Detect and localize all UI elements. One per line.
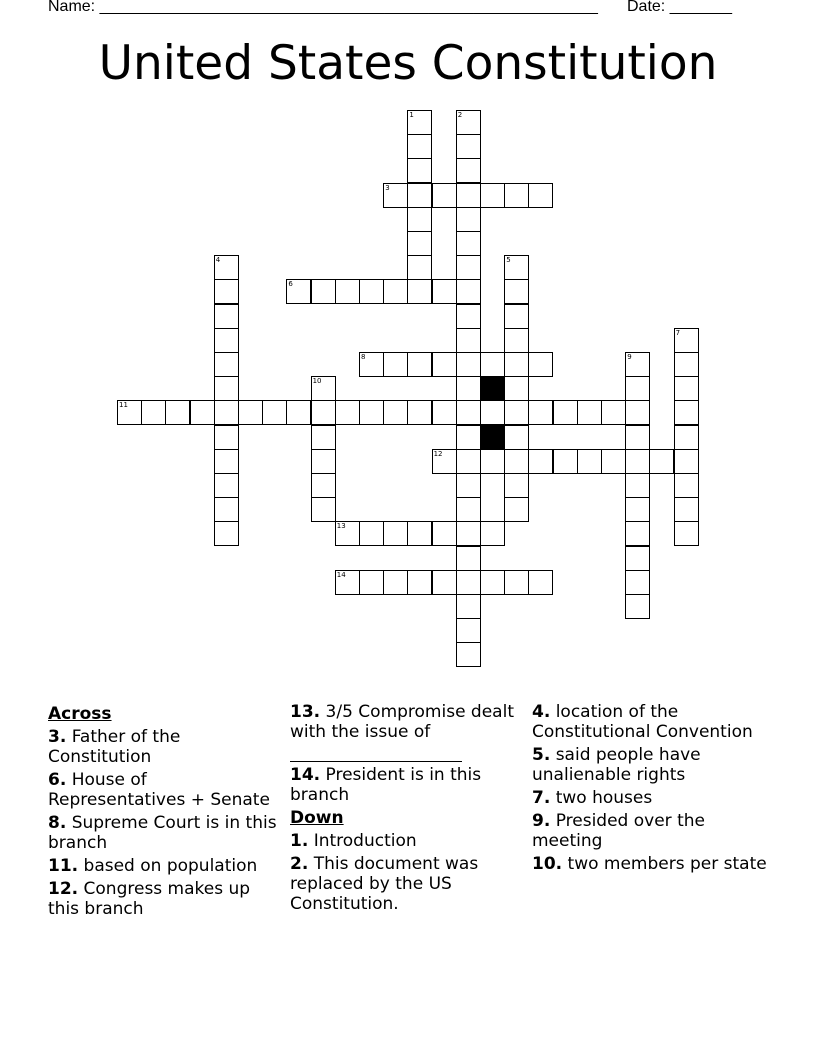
grid-cell[interactable] xyxy=(214,449,239,474)
clue-across-13 xyxy=(290,702,526,762)
grid-cell[interactable] xyxy=(432,279,457,304)
grid-cell[interactable] xyxy=(625,473,650,498)
grid-cell[interactable] xyxy=(456,110,481,135)
clue-number-label: 1 xyxy=(409,111,414,119)
grid-cell[interactable] xyxy=(407,207,432,232)
grid-cell[interactable] xyxy=(214,279,239,304)
clue-text: based on population xyxy=(78,856,258,876)
grid-cell[interactable] xyxy=(456,183,481,208)
grid-cell[interactable] xyxy=(383,400,408,425)
grid-cell[interactable] xyxy=(383,521,408,546)
clue-down-7 xyxy=(532,788,768,808)
grid-cell[interactable] xyxy=(504,376,529,401)
clue-text: said people have unalienable rights xyxy=(532,745,701,785)
grid-cell[interactable] xyxy=(407,279,432,304)
grid-cell[interactable] xyxy=(311,376,336,401)
grid-cell[interactable] xyxy=(504,328,529,353)
clue-across-14 xyxy=(290,765,526,805)
grid-cell[interactable] xyxy=(456,328,481,353)
grid-cell[interactable] xyxy=(577,400,602,425)
grid-cell[interactable] xyxy=(286,400,311,425)
clue-down-4 xyxy=(532,702,768,742)
grid-cell[interactable] xyxy=(456,376,481,401)
clue-text: Introduction xyxy=(308,831,417,851)
grid-cell[interactable] xyxy=(625,497,650,522)
grid-cell[interactable] xyxy=(480,449,505,474)
grid-cell[interactable] xyxy=(432,352,457,377)
clue-number: 2. xyxy=(290,854,309,874)
clue-down-2 xyxy=(290,854,526,914)
grid-cell[interactable] xyxy=(335,279,360,304)
grid-cell[interactable] xyxy=(407,158,432,183)
clue-text: two members per state xyxy=(562,854,767,874)
clue-number-label: 3 xyxy=(385,183,390,192)
down-heading: Down xyxy=(290,808,344,828)
page-title: United States Constitution xyxy=(98,36,718,91)
grid-cell[interactable] xyxy=(504,304,529,329)
grid-cell[interactable] xyxy=(456,449,481,474)
grid-cell[interactable] xyxy=(214,304,239,329)
grid-cell[interactable] xyxy=(359,570,384,595)
clue-text: 3/5 Compromise dealt with the issue of xyxy=(290,702,514,742)
clue-column-3 xyxy=(532,702,768,877)
black-cell xyxy=(480,376,505,401)
clue-text: Presided over the meeting xyxy=(532,811,705,851)
clue-down-1 xyxy=(290,831,526,851)
grid-cell[interactable] xyxy=(456,497,481,522)
clue-number: 14. xyxy=(290,765,321,785)
grid-cell[interactable] xyxy=(504,255,529,280)
clue-number: 5. xyxy=(532,745,551,765)
grid-cell[interactable] xyxy=(625,594,650,619)
clue-column-2 xyxy=(290,702,526,917)
grid-cell[interactable] xyxy=(456,473,481,498)
black-cell xyxy=(480,425,505,450)
clue-number: 3. xyxy=(48,727,67,747)
grid-cell[interactable] xyxy=(456,618,481,643)
grid-cell[interactable] xyxy=(456,546,481,571)
grid-cell[interactable] xyxy=(480,521,505,546)
grid-cell[interactable] xyxy=(625,425,650,450)
grid-cell[interactable] xyxy=(625,400,650,425)
grid-cell[interactable] xyxy=(456,570,481,595)
grid-cell[interactable] xyxy=(674,521,699,546)
clue-number: 8. xyxy=(48,813,67,833)
grid-cell[interactable] xyxy=(674,497,699,522)
clue-across-12 xyxy=(48,879,284,919)
clue-column-1 xyxy=(48,702,284,922)
grid-cell[interactable] xyxy=(214,328,239,353)
clue-number-label: 9 xyxy=(627,353,632,361)
grid-cell[interactable] xyxy=(407,352,432,377)
grid-cell[interactable] xyxy=(141,400,166,425)
grid-cell[interactable] xyxy=(335,521,360,546)
grid-cell[interactable] xyxy=(456,400,481,425)
grid-cell[interactable] xyxy=(504,425,529,450)
clue-number-label: 12 xyxy=(433,449,443,458)
grid-cell[interactable] xyxy=(311,449,336,474)
grid-cell[interactable] xyxy=(432,521,457,546)
grid-cell[interactable] xyxy=(674,449,699,474)
clue-text: location of the Constitutional Convention xyxy=(532,702,753,742)
clue-number: 9. xyxy=(532,811,551,831)
grid-cell[interactable] xyxy=(456,255,481,280)
grid-cell[interactable] xyxy=(311,497,336,522)
grid-cell[interactable] xyxy=(504,183,529,208)
grid-cell[interactable] xyxy=(553,449,578,474)
grid-cell[interactable] xyxy=(311,473,336,498)
grid-cell[interactable] xyxy=(504,400,529,425)
clue-across-8 xyxy=(48,813,284,853)
clue-number: 1. xyxy=(290,831,309,851)
grid-cell[interactable] xyxy=(456,425,481,450)
grid-cell[interactable] xyxy=(359,521,384,546)
grid-cell[interactable] xyxy=(480,570,505,595)
clue-number-label: 10 xyxy=(312,377,322,386)
grid-cell[interactable] xyxy=(504,352,529,377)
grid-cell[interactable] xyxy=(335,400,360,425)
clue-number: 7. xyxy=(532,788,551,808)
grid-cell[interactable] xyxy=(407,231,432,256)
grid-cell[interactable] xyxy=(528,352,553,377)
grid-cell[interactable] xyxy=(407,110,432,135)
clue-across-3 xyxy=(48,727,284,767)
clue-number-label: 2 xyxy=(457,111,463,119)
clue-number: 10. xyxy=(532,854,563,874)
grid-cell[interactable] xyxy=(504,570,529,595)
answer-blank xyxy=(290,743,462,762)
clue-number: 13. xyxy=(290,702,321,722)
grid-cell[interactable] xyxy=(674,328,699,353)
grid-cell[interactable] xyxy=(165,400,190,425)
grid-cell[interactable] xyxy=(456,594,481,619)
grid-cell[interactable] xyxy=(625,352,650,377)
grid-cell[interactable] xyxy=(625,449,650,474)
clue-down-10 xyxy=(532,854,768,874)
grid-cell[interactable] xyxy=(456,304,481,329)
grid-cell[interactable] xyxy=(456,642,481,667)
date-line[interactable]: _______ xyxy=(669,0,732,15)
grid-cell[interactable] xyxy=(649,449,674,474)
grid-cell[interactable] xyxy=(407,134,432,159)
grid-cell[interactable] xyxy=(674,400,699,425)
grid-cell[interactable] xyxy=(674,473,699,498)
grid-cell[interactable] xyxy=(674,352,699,377)
grid-cell[interactable] xyxy=(504,497,529,522)
clue-text: Father of the Constitution xyxy=(48,727,181,767)
grid-cell[interactable] xyxy=(456,134,481,159)
grid-cell[interactable] xyxy=(286,279,311,304)
grid-cell[interactable] xyxy=(190,400,215,425)
clue-number: 6. xyxy=(48,770,67,790)
clue-down-9 xyxy=(532,811,768,851)
grid-cell[interactable] xyxy=(359,279,384,304)
grid-cell[interactable] xyxy=(214,400,239,425)
grid-cell[interactable] xyxy=(528,570,553,595)
clue-number-label: 6 xyxy=(288,280,293,289)
grid-cell[interactable] xyxy=(577,449,602,474)
grid-cell[interactable] xyxy=(335,570,360,595)
date-label: Date: xyxy=(627,0,670,15)
grid-cell[interactable] xyxy=(383,279,408,304)
grid-cell[interactable] xyxy=(432,570,457,595)
grid-cell[interactable] xyxy=(407,255,432,280)
clue-number: 12. xyxy=(48,879,79,899)
clue-number-label: 13 xyxy=(336,522,346,531)
grid-cell[interactable] xyxy=(407,521,432,546)
grid-cell[interactable] xyxy=(311,425,336,450)
grid-cell[interactable] xyxy=(407,183,432,208)
grid-cell[interactable] xyxy=(528,400,553,425)
clue-number: 11. xyxy=(48,856,79,876)
grid-cell[interactable] xyxy=(383,570,408,595)
grid-cell[interactable] xyxy=(625,376,650,401)
clue-text: Congress makes up this branch xyxy=(48,879,251,919)
grid-cell[interactable] xyxy=(117,400,142,425)
grid-cell[interactable] xyxy=(528,449,553,474)
clue-text: House of Representatives + Senate xyxy=(48,770,270,810)
grid-cell[interactable] xyxy=(311,279,336,304)
clue-text: President is in this branch xyxy=(290,765,482,805)
grid-cell[interactable] xyxy=(480,400,505,425)
across-heading: Across xyxy=(48,704,112,724)
grid-cell[interactable] xyxy=(311,400,336,425)
grid-cell[interactable] xyxy=(383,183,408,208)
grid-cell[interactable] xyxy=(504,449,529,474)
grid-cell[interactable] xyxy=(456,231,481,256)
clue-number-label: 5 xyxy=(506,256,511,265)
grid-cell[interactable] xyxy=(553,400,578,425)
grid-cell[interactable] xyxy=(674,376,699,401)
clue-number-label: 4 xyxy=(215,256,221,265)
grid-cell[interactable] xyxy=(456,279,481,304)
grid-cell[interactable] xyxy=(625,521,650,546)
grid-cell[interactable] xyxy=(432,449,457,474)
clue-down-5 xyxy=(532,745,768,785)
grid-cell[interactable] xyxy=(214,376,239,401)
grid-cell[interactable] xyxy=(383,352,408,377)
clue-number-label: 14 xyxy=(336,570,346,579)
grid-cell[interactable] xyxy=(214,497,239,522)
grid-cell[interactable] xyxy=(214,352,239,377)
grid-cell[interactable] xyxy=(456,207,481,232)
name-label: Name: xyxy=(48,0,100,15)
grid-cell[interactable] xyxy=(480,352,505,377)
grid-cell[interactable] xyxy=(504,279,529,304)
clue-across-6 xyxy=(48,770,284,810)
grid-cell[interactable] xyxy=(625,570,650,595)
grid-cell[interactable] xyxy=(625,546,650,571)
grid-cell[interactable] xyxy=(432,183,457,208)
grid-cell[interactable] xyxy=(601,400,626,425)
clue-text: two houses xyxy=(550,788,653,808)
grid-cell[interactable] xyxy=(359,352,384,377)
grid-cell[interactable] xyxy=(214,425,239,450)
grid-cell[interactable] xyxy=(214,473,239,498)
grid-cell[interactable] xyxy=(238,400,263,425)
grid-cell[interactable] xyxy=(674,425,699,450)
grid-cell[interactable] xyxy=(480,183,505,208)
grid-cell[interactable] xyxy=(456,352,481,377)
clue-text: This document was replaced by the US Constitution. xyxy=(290,854,479,914)
grid-cell[interactable] xyxy=(407,400,432,425)
clue-across-11 xyxy=(48,856,284,876)
grid-cell[interactable] xyxy=(601,449,626,474)
grid-cell[interactable] xyxy=(262,400,287,425)
grid-cell[interactable] xyxy=(407,570,432,595)
grid-cell[interactable] xyxy=(359,400,384,425)
grid-cell[interactable] xyxy=(528,183,553,208)
clue-number-label: 7 xyxy=(675,328,681,337)
grid-cell[interactable] xyxy=(432,400,457,425)
grid-cell[interactable] xyxy=(456,158,481,183)
clue-number: 4. xyxy=(532,702,551,722)
grid-cell[interactable] xyxy=(504,473,529,498)
clue-number-label: 8 xyxy=(361,353,366,361)
clue-number-label: 11 xyxy=(119,401,128,410)
clue-text: Supreme Court is in this branch xyxy=(48,813,277,853)
grid-cell[interactable] xyxy=(456,521,481,546)
grid-cell[interactable] xyxy=(214,521,239,546)
grid-cell[interactable] xyxy=(214,255,239,280)
name-line[interactable]: ________________________________________________________ xyxy=(99,0,598,15)
